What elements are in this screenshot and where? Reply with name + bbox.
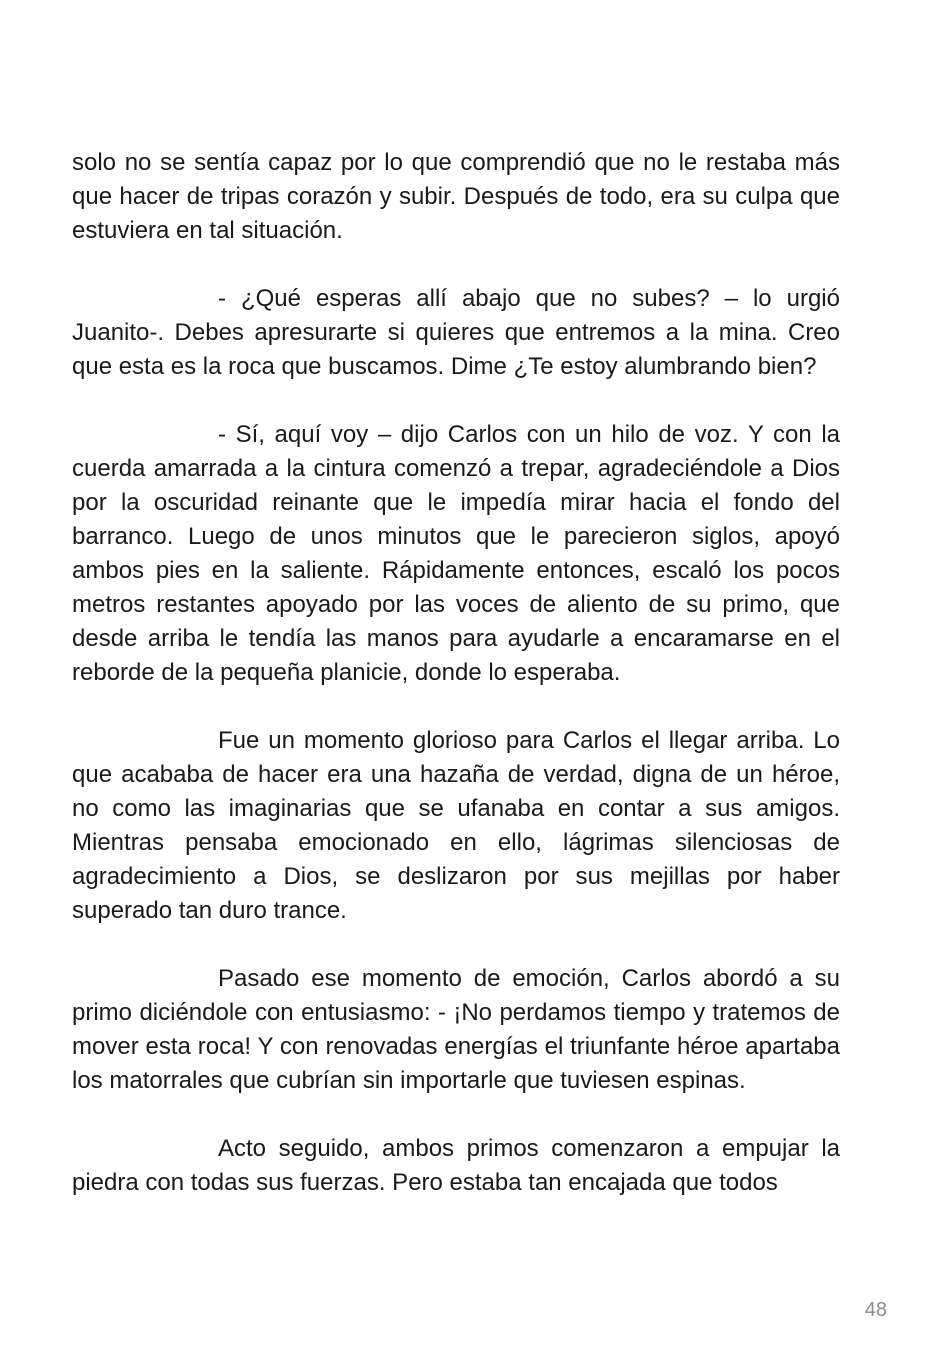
paragraph-continuation: solo no se sentía capaz por lo que comprendió que no le restaba más que hacer de tripas corazón y subir. Después de todo, era su culpa que estuviera en tal situación.	[72, 149, 840, 244]
body-text	[72, 146, 840, 1200]
paragraph-move-rock: Pasado ese momento de emoción, Carlos abordó a su primo diciéndole con entusiasmo: - ¡No perdamos tiempo y tratemos de mover esta roca! Y con renovadas energías el triunfante héroe apartaba los matorrales que cubrían sin importarle que tuviesen espinas.	[72, 965, 840, 1094]
paragraph-push-stone: Acto seguido, ambos primos comenzaron a empujar la piedra con todas sus fuerzas. Pero estaba tan encajada que todos	[72, 1135, 840, 1196]
paragraph-glorious-moment: Fue un momento glorioso para Carlos el llegar arriba. Lo que acababa de hacer era una hazaña de verdad, digna de un héroe, no como las imaginarias que se ufanaba en contar a sus amigos. Mientras pensaba emocionado en ello, lágrimas silenciosas de agradecimiento a Dios, se deslizaron por sus mejillas por haber superado tan duro trance.	[72, 727, 840, 924]
paragraph-juanito-dialogue: - ¿Qué esperas allí abajo que no subes? – lo urgió Juanito-. Debes apresurarte si quieres que entremos a la mina. Creo que esta es la roca que buscamos. Dime ¿Te estoy alumbrando bien?	[72, 285, 840, 380]
page-number: 48	[864, 1299, 887, 1321]
paragraph-carlos-climbs: - Sí, aquí voy – dijo Carlos con un hilo de voz. Y con la cuerda amarrada a la cintura comenzó a trepar, agradeciéndole a Dios por la oscuridad reinante que le impedía mirar hacia el fondo del barranco. Luego de unos minutos que le parecieron siglos, apoyó ambos pies en la saliente. Rápidamente entonces, escaló los pocos metros restantes apoyado por las voces de aliento de su primo, que desde arriba le tendía las manos para ayudarle a encaramarse en el reborde de la pequeña planicie, donde lo esperaba.	[72, 421, 840, 686]
